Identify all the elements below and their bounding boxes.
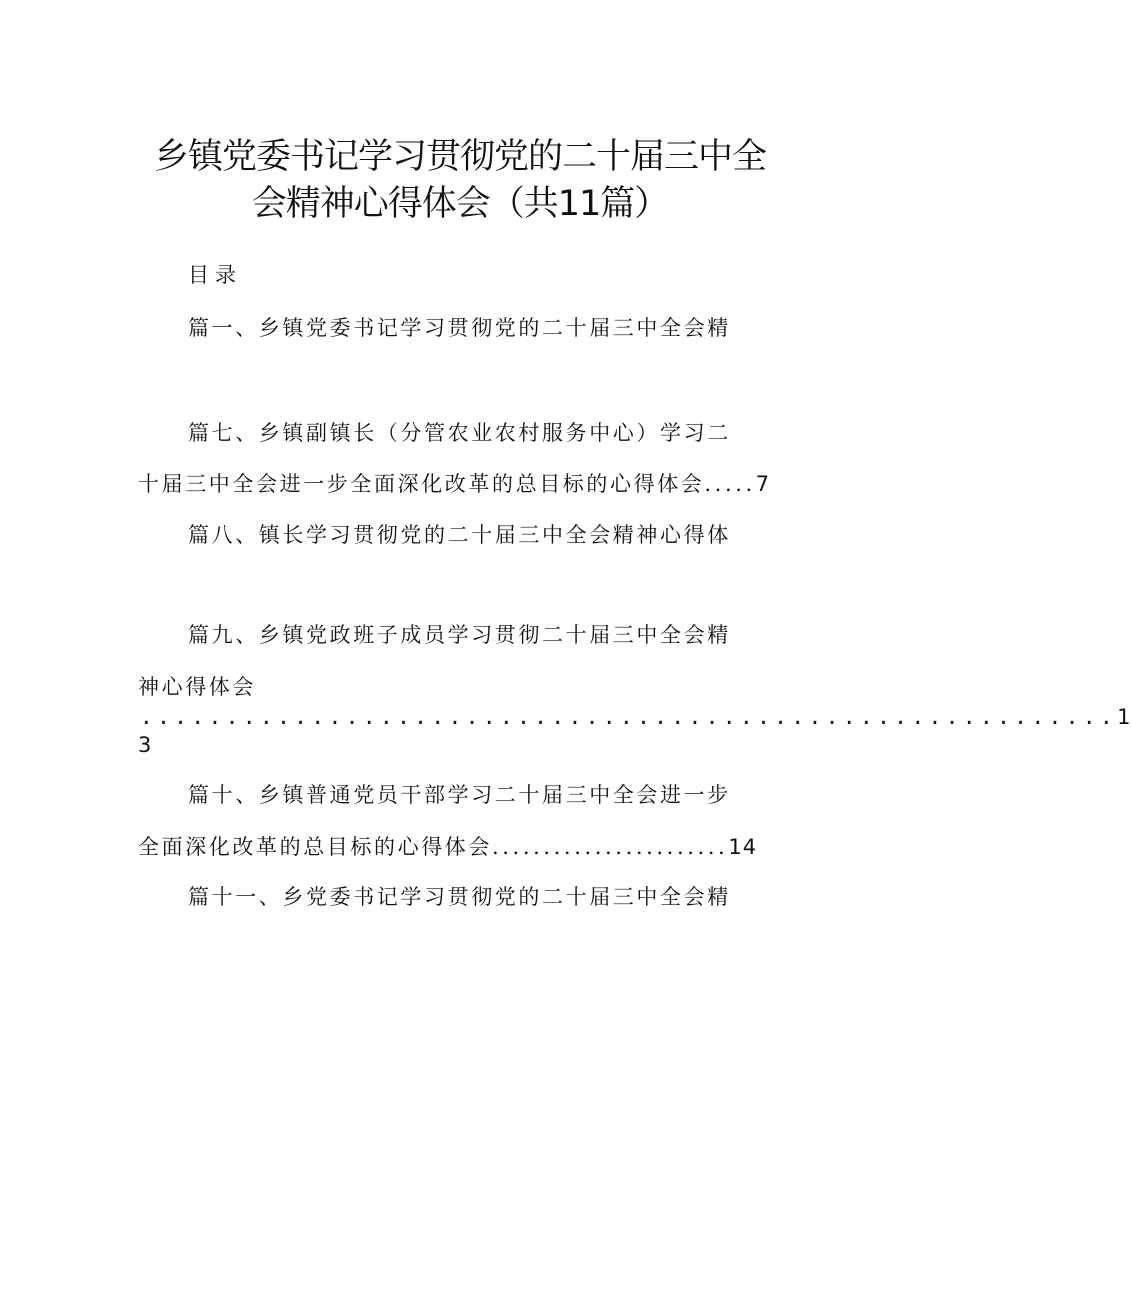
toc-entry-7-page-number: 7: [755, 472, 771, 496]
toc-entry-10-page-number: 14: [728, 835, 758, 859]
toc-entry-7-line-2[interactable]: [138, 471, 770, 497]
toc-entry-10-text: 全面深化改革的总目标的心得体会: [138, 835, 492, 859]
toc-entry-7-leader: .....: [704, 472, 756, 496]
toc-entry-9-page-number-part-1: 1: [1117, 705, 1132, 729]
toc-entry-9-line-1[interactable]: 篇九、乡镇党政班子成员学习贯彻二十届三中全会精: [188, 623, 731, 647]
document-title-line-2: 会精神心得体会（共11篇）: [251, 184, 669, 224]
toc-entry-9-leader: .........................................................: [140, 705, 1118, 729]
toc-label: 目录: [188, 263, 242, 287]
toc-entry-11[interactable]: 篇十一、乡党委书记学习贯彻党的二十届三中全会精: [188, 885, 731, 909]
toc-entry-7-line-1[interactable]: 篇七、乡镇副镇长（分管农业农村服务中心）学习二: [188, 421, 731, 445]
document-title-line-1: 乡镇党委书记学习贯彻党的二十届三中全: [153, 137, 766, 177]
toc-entry-10-line-1[interactable]: 篇十、乡镇普通党员干部学习二十届三中全会进一步: [188, 783, 731, 807]
toc-entry-9-leader-line[interactable]: [140, 704, 1132, 730]
toc-entry-1[interactable]: 篇一、乡镇党委书记学习贯彻党的二十届三中全会精: [188, 316, 731, 340]
toc-entry-9-line-2[interactable]: 神心得体会: [138, 675, 256, 699]
toc-entry-7-text: 十届三中全会进一步全面深化改革的总目标的心得体会: [138, 472, 705, 496]
toc-entry-8[interactable]: 篇八、镇长学习贯彻党的二十届三中全会精神心得体: [188, 523, 731, 547]
toc-entry-10-leader: .......................: [492, 835, 729, 859]
toc-entry-9-page-number-part-2: 3: [138, 733, 153, 757]
toc-entry-10-line-2[interactable]: [138, 834, 757, 860]
